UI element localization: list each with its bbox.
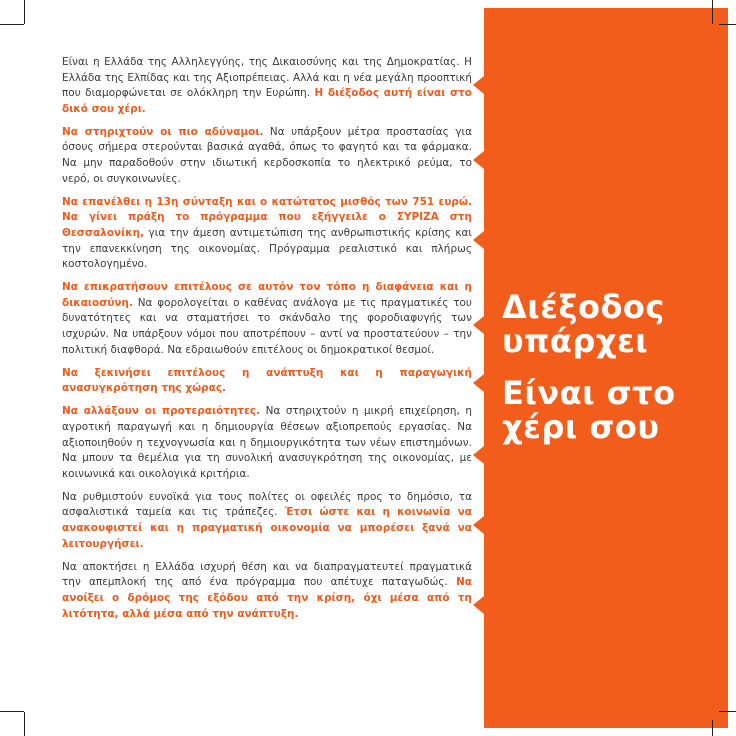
paragraph: Να ρυθμιστούν ευνοϊκά για τους πολίτες οι οφειλές προς το δημόσιο, τα ασφαλιστικά ταμεία και τις τράπεζες. Έτσι ώστε και η κοινωνία να ανακουφιστεί και η πραγματική οικονομία να μπορέσει ξανά να λειτουργήσει. <box>62 490 472 550</box>
subheadline-line: χέρι σου <box>502 408 660 446</box>
paragraph: Να αλλάξουν οι προτεραιότητες. Να στηριχτούν η μικρή επιχείρηση, η αγροτική παραγωγή και η δημιουργία θέσεων αξιοπρεπούς εργασίας. Να αξιοποιηθούν η τεχνογνωσία και η δημιουργικότητα των νέων επιστημόνων. Να μπουν τα θεμέλια για τη συνολική ανασυγκρότηση της οικονομίας, με κοινωνικά και οικολογικά κριτήρια. <box>62 405 472 480</box>
paragraph <box>62 366 472 397</box>
body-text-column <box>62 55 472 630</box>
highlight-text: Να ανοίξει ο δρόμος της εξόδου από την κρίση, όχι μέσα από τη λιτότητα, αλλά μέσα από την ανάπτυξη. <box>62 576 472 620</box>
notch-arrow-icon <box>473 596 484 614</box>
paragraph: Να επανέλθει η 13η σύνταξη και ο κατώτατος μισθός των 751 ευρώ. Να γίνει πράξη το πρόγραμμα που εξήγγειλε ο ΣΥΡΙΖΑ στη Θεσσαλονίκη, για την άμεση αντιμετώπιση της ανθρωπιστικής κρίσης και την επανεκκίνηση της οικονομίας. Πρόγραμμα ρεαλιστικό και πλήρως κοστολογημένο. <box>62 195 472 271</box>
crop-mark-bottom-left-v <box>24 712 25 736</box>
crop-mark-top-left-v <box>24 0 25 24</box>
highlight-text: Να στηριχτούν οι πιο αδύναμοι. <box>62 125 264 138</box>
crop-mark-top-right-h <box>719 24 736 25</box>
notch-arrow-icon <box>473 446 484 464</box>
highlight-text: Η διέξοδος αυτή είναι στο δικό σου χέρι. <box>62 87 472 115</box>
crop-mark-top-right-v <box>712 0 713 24</box>
highlight-text: Να επικρατήσουν επιτέλους σε αυτόν τον τόπο η διαφάνεια και η δικαιοσύνη. <box>62 281 472 309</box>
headline-line: Διέξοδος <box>502 288 665 326</box>
notch-arrow-icon <box>473 76 484 94</box>
paragraph: Να αποκτήσει η Ελλάδα ισχυρή θέση και να διαπραγματευτεί πραγματικά την απεμπλοκή της από ένα πρόγραμμα που απέτυχε παταγωδώς. Να ανοίξει ο δρόμος της εξόδου από την κρίση, όχι μέσα από τη λιτότητα, αλλά μέσα από την ανάπτυξη. <box>62 560 472 620</box>
notch-arrow-icon <box>473 374 484 392</box>
paragraph: Είναι η Ελλάδα της Αλληλεγγύης, της Δικαιοσύνης και της Δημοκρατίας. Η Ελλάδα της Ελπίδας και της Αξιοπρέπειας. Αλλά και η νέα μεγάλη προοπτική που διαμορφώνεται σε ολόκληρη την Ευρώπη. Η διέξοδος αυτή είναι στο δικό σου χέρι. <box>62 56 472 115</box>
highlight-text: Έτσι ώστε και η κοινωνία να ανακουφιστεί και η πραγματική οικονομία να μπορέσει ξανά να λειτουργήσει. <box>62 506 472 550</box>
highlight-text: Να επανέλθει η 13η σύνταξη και ο κατώτατος μισθός των 751 ευρώ. Να γίνει πράξη το πρόγραμμα που εξήγγειλε ο ΣΥΡΙΖΑ στη Θεσσαλονίκη, <box>62 195 472 239</box>
subheadline-line: Είναι στο <box>502 374 676 412</box>
notch-arrow-icon <box>473 516 484 534</box>
crop-mark-bottom-right-v <box>712 720 713 736</box>
notch-arrow-icon <box>473 231 484 249</box>
paragraph: Να στηριχτούν οι πιο αδύναμοι. Να υπάρξουν μέτρα προστασίας για όσους σήμερα στερούνται βασικά αγαθά, όπως το φαγητό και τα φάρμακα. Να μην παραδοθούν στην ιδιωτική κερδοσκοπία το ηλεκτρικό ρεύμα, το νερό, οι συγκοινωνίες. <box>62 125 472 185</box>
crop-mark-bottom-left-h <box>0 711 24 712</box>
highlight-text: Να αλλάξουν οι προτεραιότητες. <box>62 405 261 418</box>
headline-line: υπάρχει <box>502 322 649 360</box>
notch-arrow-icon <box>473 151 484 169</box>
crop-mark-top-left-h <box>0 24 24 25</box>
orange-headline-panel <box>484 8 728 728</box>
highlight-text: Να ξεκινήσει επιτέλους η ανάπτυξη και η παραγωγική ανασυγκρότηση της χώρας. <box>62 366 472 395</box>
panel-headline <box>502 290 726 444</box>
paragraph: Να επικρατήσουν επιτέλους σε αυτόν τον τόπο η διαφάνεια και η δικαιοσύνη. Να φορολογείται ο καθένας ανάλογα με τις πραγματικές του δυνατότητες και να σταματήσει το σκάνδαλο της φοροδιαφυγής των ισχυρών. Να υπάρξουν νόμοι που αποτρέπουν – αντί να προστατεύουν – την πολιτική διαφθορά. Να εδραιωθούν επιτέλους οι δημοκρατικοί θεσμοί. <box>62 281 472 356</box>
crop-mark-bottom-right-h <box>719 711 736 712</box>
notch-arrow-icon <box>473 316 484 334</box>
